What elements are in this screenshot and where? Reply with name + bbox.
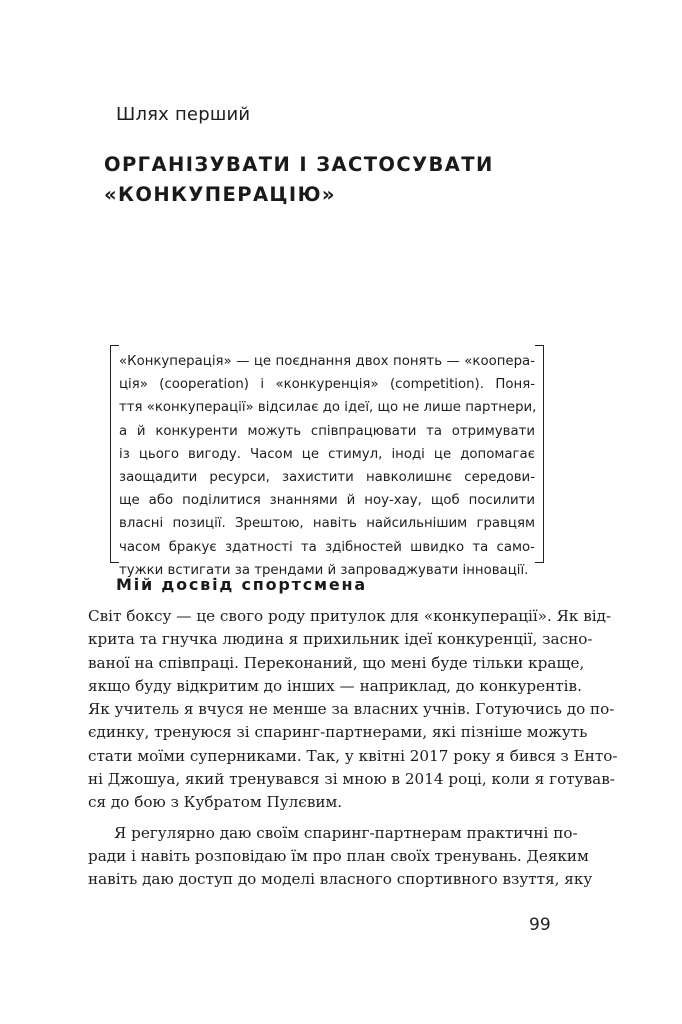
body-line: єдинку, тренуюся зі спаринг-партнерами, які пізніше можуть [88, 723, 588, 742]
body-line: Світ боксу — це свого роду притулок для «конкуперації». Як від- [88, 607, 612, 625]
body-line: ради і навіть розповідаю їм про план своїх тренувань. Деяким [88, 846, 589, 865]
body-line: крита та гнучка людина я прихильник ідеї конкуренції, засно- [88, 630, 593, 649]
body-line: ваної на співпраці. Переконаний, що мені буде тільки краще, [88, 653, 585, 672]
body-line: Як учитель я вчуся не менше за власних учнів. Готуючись до по- [88, 700, 615, 719]
chapter-title-line-1: ОРГАНІЗУВАТИ І ЗАСТОСУВАТИ [104, 153, 494, 176]
callout-line: із цього вигоду. Часом це стимул, іноді це допомагає [119, 446, 535, 462]
paragraph-2 [88, 822, 593, 892]
body-line: ся до бою з Кубратом Пулєвим. [88, 793, 343, 812]
callout-left-bracket [110, 345, 119, 563]
definition-callout [110, 345, 544, 578]
callout-line: «Конкуперація» — це поєднання двох понять — «коопера- [119, 354, 535, 369]
callout-line: тужки встигати за трендами й запроваджувати інновації. [119, 562, 529, 578]
callout-line: ще або поділитися знаннями й ноу-хау, щоб посилити [119, 493, 535, 509]
callout-line: ція» (cooperation) і «конкуренція» (competition). Поня- [119, 377, 535, 393]
callout-right-bracket [535, 345, 544, 563]
chapter-title-line-2: «КОНКУПЕРАЦІЮ» [104, 183, 336, 206]
callout-line: заощадити ресурси, захистити навколишнє середови- [119, 470, 535, 486]
section-heading: Мій досвід спортсмена [116, 575, 368, 594]
callout-line: власні позиції. Зрештою, навіть найсильнішим гравцям [119, 516, 535, 532]
body-line: ні Джошуа, який тренувався зі мною в 2014 році, коли я готував- [88, 770, 615, 789]
body-line: Я регулярно даю своїм спаринг-партнерам практичні по- [114, 823, 578, 842]
body-text [88, 605, 618, 892]
page-number: 99 [529, 915, 551, 935]
part-label: Шлях перший [116, 104, 251, 125]
callout-line: часом бракує здатності та здібностей швидко та само- [119, 539, 535, 555]
body-line: навіть даю доступ до моделі власного спортивного взуття, яку [88, 870, 593, 889]
callout-line: ття «конкуперації» відсилає до ідеї, що не лише партнери, [119, 400, 537, 416]
body-line: якщо буду відкритим до інших — наприклад, до конкурентів. [88, 676, 582, 695]
chapter-title [104, 150, 564, 210]
body-line: стати моїми суперниками. Так, у квітні 2017 року я бився з Енто- [88, 746, 618, 765]
paragraph-1 [88, 605, 618, 815]
callout-line: а й конкуренти можуть співпрацювати та отримувати [119, 423, 535, 439]
callout-text [119, 350, 535, 582]
